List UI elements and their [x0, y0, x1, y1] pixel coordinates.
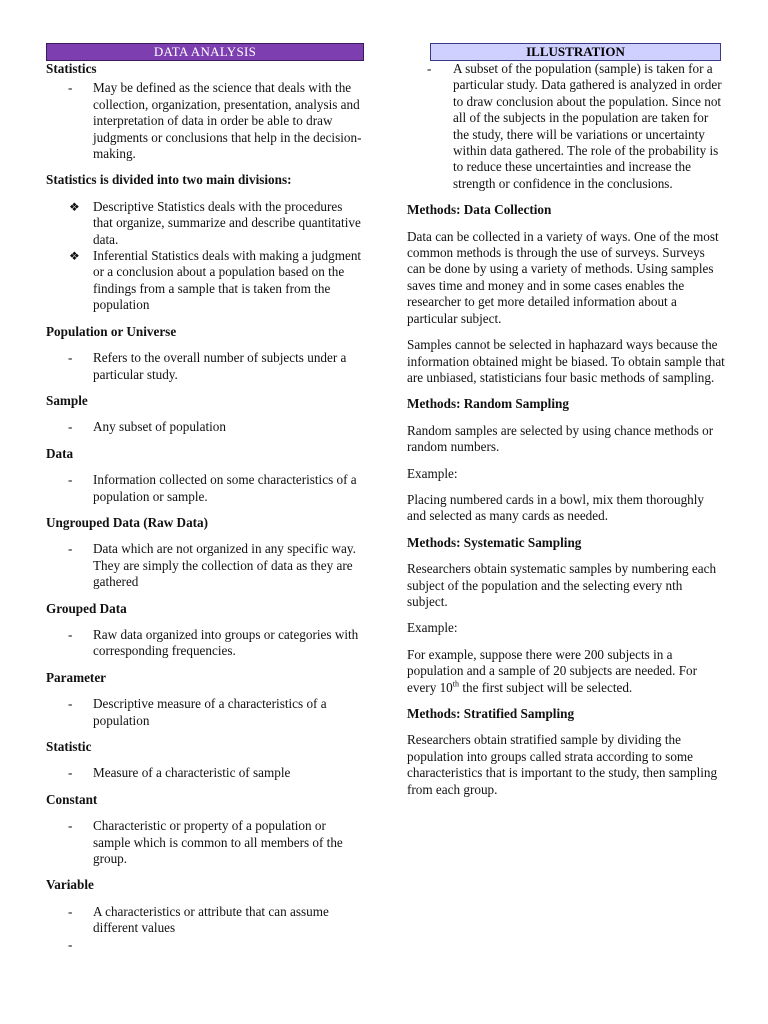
heading-population: Population or Universe	[46, 323, 177, 339]
heading-data: Data	[46, 445, 74, 461]
list-item	[46, 765, 364, 781]
heading-statistic: Statistic	[46, 739, 92, 754]
diamond-bullet-icon: ❖	[69, 249, 80, 264]
heading-variable: Variable	[46, 877, 94, 893]
list-item	[46, 350, 364, 383]
dash-marker: -	[68, 903, 73, 919]
heading-ungrouped-data: Ungrouped Data (Raw Data)	[46, 514, 209, 530]
dash-marker: -	[68, 419, 73, 435]
heading-parameter: Parameter	[46, 669, 107, 685]
variable-definition: A characteristics or attribute that can assume different values	[93, 903, 329, 936]
list-item	[46, 199, 364, 248]
illustration-intro: A subset of the population (sample) is taken for a particular study. Data gathered is analyzed in order to draw conclusion about the population. Since not all of the subjects in the population are taken for the study, there will be variations or uncertainty within data gathered. The role of the probability is to reduce these uncertainties and increase the strength or confidence in the conclusions.	[453, 61, 722, 191]
dash-marker: -	[68, 626, 73, 642]
systematic-example-text	[407, 647, 725, 696]
sample-definition: Any subset of population	[93, 419, 226, 435]
population-definition: Refers to the overall number of subjects under a particular study.	[93, 350, 347, 382]
dash-marker: -	[427, 61, 432, 76]
list-item	[46, 80, 364, 162]
list-item	[46, 541, 364, 590]
ungrouped-definition: Data which are not organized in any specific way. They are simply the collection of data as they are gathered	[93, 541, 356, 590]
dash-marker: -	[68, 696, 73, 712]
heading-constant: Constant	[46, 791, 98, 807]
heading-systematic-sampling: Methods: Systematic Sampling	[407, 534, 582, 550]
sampling-bias-text: Samples cannot be selected in haphazard ways because the information obtained might be biased. To obtain sample that are unbiased, statisticians four basic methods of sampling.	[407, 337, 725, 385]
random-example-text: Placing numbered cards in a bowl, mix them thoroughly and selected as many cards as needed.	[407, 491, 705, 524]
example-label: Example:	[407, 465, 458, 481]
dash-marker: -	[68, 350, 73, 366]
dash-marker: -	[68, 80, 73, 96]
data-analysis-banner: DATA ANALYSIS	[46, 43, 364, 61]
grouped-definition: Raw data organized into groups or categories with corresponding frequencies.	[93, 626, 359, 659]
list-item	[46, 696, 364, 729]
dash-marker: -	[68, 541, 73, 557]
data-definition: Information collected on some characteristics of a population or sample.	[93, 472, 357, 504]
heading-data-collection: Methods: Data Collection	[407, 202, 552, 218]
ordinal-superscript: th	[452, 679, 460, 689]
left-column	[46, 43, 364, 953]
dash-marker: -	[68, 765, 73, 781]
list-item	[46, 627, 364, 660]
list-item	[46, 472, 364, 505]
dash-marker: -	[68, 936, 73, 952]
constant-definition: Characteristic or property of a population or sample which is common to all members of the group.	[93, 818, 343, 867]
systematic-example-part: the first subject will be selected.	[459, 679, 633, 695]
statistics-definition: May be defined as the science that deals with the collection, organization, presentation, analysis and interpretation of data in order be able to draw judgments or conclusions that help in the decision-making.	[93, 80, 362, 162]
heading-divisions: Statistics is divided into two main divisions:	[46, 172, 292, 188]
data-collection-text: Data can be collected in a variety of ways. One of the most common methods is through the use of surveys. Surveys can be done by using a variety of methods. Using samples saves time and money and in some cases enables the researcher to get more detailed information about a particular subject.	[407, 228, 719, 326]
diamond-bullet-icon: ❖	[69, 199, 80, 214]
heading-grouped-data: Grouped Data	[46, 600, 127, 616]
heading-stratified-sampling: Methods: Stratified Sampling	[407, 706, 575, 721]
dash-marker: -	[68, 818, 73, 834]
heading-sample: Sample	[46, 392, 88, 408]
illustration-banner: ILLUSTRATION	[430, 43, 721, 61]
list-item	[407, 61, 725, 192]
stratified-sampling-text: Researchers obtain stratified sample by dividing the population into groups called strata according to some characteristics that is important to the study, then sampling from each group.	[407, 732, 718, 797]
random-sampling-text: Random samples are selected by using chance methods or random numbers.	[407, 422, 714, 455]
inferential-statistics-text: Inferential Statistics deals with making a judgment or a conclusion about a population based on the findings from a sample that is taken from the population	[93, 248, 362, 313]
heading-random-sampling: Methods: Random Sampling	[407, 396, 569, 412]
right-column	[407, 43, 725, 798]
heading-statistics: Statistics	[46, 61, 97, 76]
list-item	[46, 937, 364, 953]
statistic-definition: Measure of a characteristic of sample	[93, 765, 291, 781]
systematic-example-part: For example, suppose there were 200 subjects in a population and a sample of 20 subjects are needed. For every 10	[407, 646, 698, 695]
list-item	[46, 248, 364, 314]
list-item	[46, 419, 364, 435]
dash-marker: -	[68, 472, 73, 488]
list-item	[46, 904, 364, 937]
systematic-sampling-text: Researchers obtain systematic samples by numbering each subject of the population and the selecting every nth subject.	[407, 561, 717, 609]
example-label: Example:	[407, 620, 458, 636]
parameter-definition: Descriptive measure of a characteristics of a population	[93, 696, 327, 728]
descriptive-statistics-text: Descriptive Statistics deals with the procedures that organize, summarize and describe quantitative data.	[93, 198, 361, 247]
list-item	[46, 818, 364, 867]
